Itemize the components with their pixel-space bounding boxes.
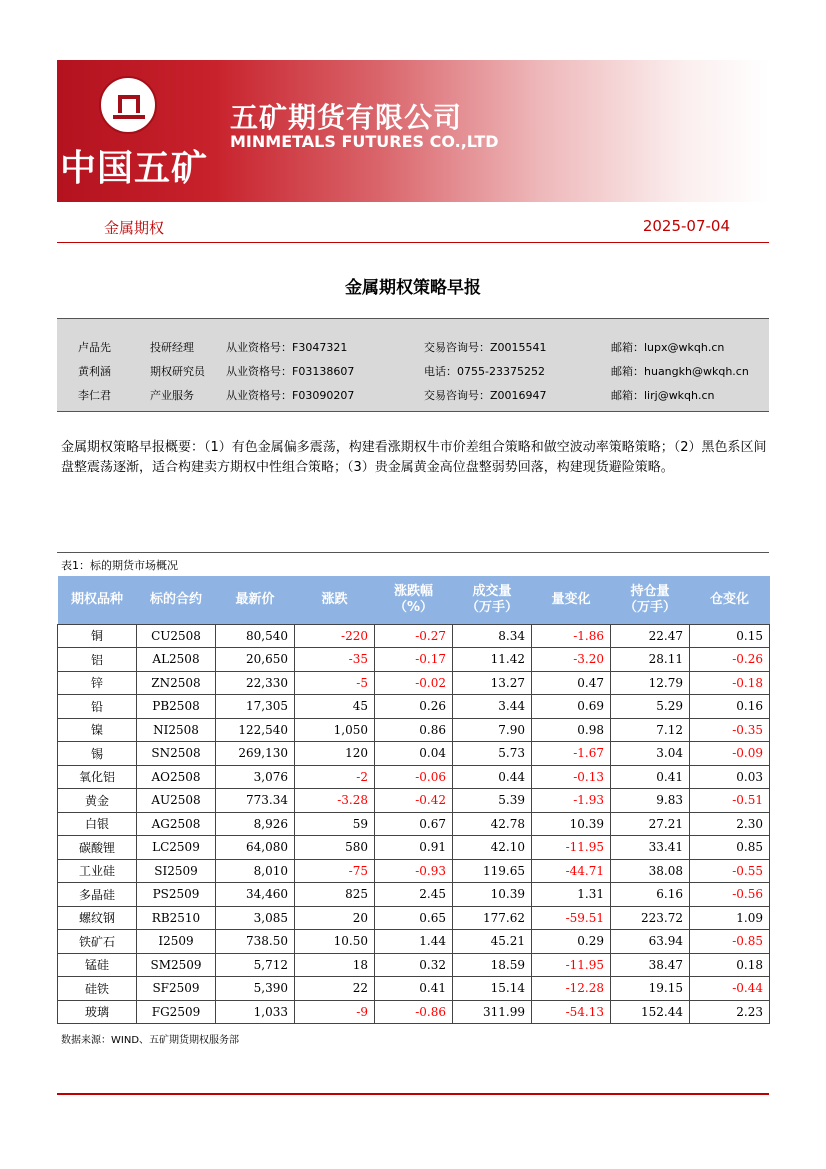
analyst-box: [57, 318, 769, 412]
table-cell: SM2509: [137, 953, 216, 977]
table-top-divider: [57, 552, 769, 553]
table-cell: 8,010: [216, 859, 295, 883]
table-cell: AG2508: [137, 812, 216, 836]
table-cell: 18: [295, 953, 375, 977]
table-cell: 0.15: [690, 624, 770, 648]
table-cell: 80,540: [216, 624, 295, 648]
table-cell: 0.16: [690, 695, 770, 719]
table-cell: 锌: [58, 671, 137, 695]
table-cell: NI2508: [137, 718, 216, 742]
table-cell: 铜: [58, 624, 137, 648]
table-cell: 33.41: [611, 836, 690, 860]
table-cell: 10.39: [532, 812, 611, 836]
table-cell: 0.69: [532, 695, 611, 719]
table-cell: 64,080: [216, 836, 295, 860]
table-row: [58, 953, 770, 977]
column-header: 成交量 （万手）: [453, 576, 532, 624]
table-cell: 580: [295, 836, 375, 860]
column-header: 涨跌: [295, 576, 375, 624]
table-cell: 122,540: [216, 718, 295, 742]
column-header: 仓变化: [690, 576, 770, 624]
table-cell: 11.42: [453, 648, 532, 672]
table-cell: 18.59: [453, 953, 532, 977]
table-cell: -1.86: [532, 624, 611, 648]
table-cell: 0.29: [532, 930, 611, 954]
footer-divider: [57, 1093, 769, 1095]
table-cell: -0.86: [375, 1000, 453, 1024]
table-cell: -0.42: [375, 789, 453, 813]
table-cell: AU2508: [137, 789, 216, 813]
table-cell: 20: [295, 906, 375, 930]
table-row: [58, 1000, 770, 1024]
table-row: [58, 624, 770, 648]
table-cell: -0.26: [690, 648, 770, 672]
table-cell: 12.79: [611, 671, 690, 695]
table-cell: 8,926: [216, 812, 295, 836]
table-cell: -5: [295, 671, 375, 695]
table-cell: RB2510: [137, 906, 216, 930]
table-cell: 42.78: [453, 812, 532, 836]
table-cell: PS2509: [137, 883, 216, 907]
table-cell: 9.83: [611, 789, 690, 813]
analyst-name: 黄利涵: [78, 365, 111, 378]
table-cell: 45.21: [453, 930, 532, 954]
table-cell: 0.03: [690, 765, 770, 789]
table-cell: 碳酸锂: [58, 836, 137, 860]
table-cell: 铝: [58, 648, 137, 672]
table-cell: 45: [295, 695, 375, 719]
table-cell: -11.95: [532, 836, 611, 860]
logo-mark-icon: [118, 95, 140, 113]
table-cell: AO2508: [137, 765, 216, 789]
table-cell: 铅: [58, 695, 137, 719]
table-row: [58, 695, 770, 719]
table-cell: -75: [295, 859, 375, 883]
table-cell: -0.85: [690, 930, 770, 954]
table-cell: 0.26: [375, 695, 453, 719]
table-cell: 311.99: [453, 1000, 532, 1024]
table-cell: 0.86: [375, 718, 453, 742]
table-cell: 1.44: [375, 930, 453, 954]
analyst-license: 从业资格号：F03138607: [226, 365, 355, 378]
table-cell: 0.18: [690, 953, 770, 977]
table-cell: 825: [295, 883, 375, 907]
table-cell: -0.27: [375, 624, 453, 648]
table-row: [58, 812, 770, 836]
report-category: 金属期权: [104, 219, 165, 237]
table-cell: -0.17: [375, 648, 453, 672]
summary-text: 金属期权策略早报概要：（1）有色金属偏多震荡，构建看涨期权牛市价差组合策略和做空波动率策略策略；（2）黑色系区间盘整震荡逐渐，适合构建卖方期权中性组合策略；（3）贵金属黄金高位盘整弱势回落，构建现货避险策略。: [61, 440, 767, 475]
table-cell: 19.15: [611, 977, 690, 1001]
category-divider: [57, 242, 769, 243]
table-cell: 7.90: [453, 718, 532, 742]
table-cell: 120: [295, 742, 375, 766]
table-cell: 7.12: [611, 718, 690, 742]
analyst-contact: 电话：0755-23375252: [424, 365, 545, 378]
table-cell: -0.56: [690, 883, 770, 907]
column-header: 持仓量 （万手）: [611, 576, 690, 624]
table-cell: 22.47: [611, 624, 690, 648]
table-cell: 锡: [58, 742, 137, 766]
table-cell: 223.72: [611, 906, 690, 930]
table-cell: 28.11: [611, 648, 690, 672]
table-cell: 5,712: [216, 953, 295, 977]
table-cell: 10.50: [295, 930, 375, 954]
table-cell: 黄金: [58, 789, 137, 813]
table-cell: 17,305: [216, 695, 295, 719]
analyst-email[interactable]: 邮箱：lirj@wkqh.cn: [611, 389, 715, 402]
table-cell: 硅铁: [58, 977, 137, 1001]
market-table: [57, 576, 770, 1024]
table-cell: 42.10: [453, 836, 532, 860]
table-cell: 0.85: [690, 836, 770, 860]
table-cell: SF2509: [137, 977, 216, 1001]
table-cell: 1.31: [532, 883, 611, 907]
table-cell: 0.41: [611, 765, 690, 789]
table-cell: CU2508: [137, 624, 216, 648]
table-cell: -0.93: [375, 859, 453, 883]
table-row: [58, 930, 770, 954]
table-cell: 10.39: [453, 883, 532, 907]
table-cell: 3,076: [216, 765, 295, 789]
analyst-license: 从业资格号：F3047321: [226, 341, 348, 354]
table-cell: -0.35: [690, 718, 770, 742]
table-cell: 3,085: [216, 906, 295, 930]
table-cell: 工业硅: [58, 859, 137, 883]
table-cell: -9: [295, 1000, 375, 1024]
table-cell: 38.08: [611, 859, 690, 883]
analyst-role: 产业服务: [150, 389, 194, 402]
column-header: 涨跌幅 （%）: [375, 576, 453, 624]
table-cell: -0.55: [690, 859, 770, 883]
table-cell: 8.34: [453, 624, 532, 648]
table-cell: 177.62: [453, 906, 532, 930]
table-cell: -0.44: [690, 977, 770, 1001]
column-header: 最新价: [216, 576, 295, 624]
table-cell: 22: [295, 977, 375, 1001]
table-cell: -2: [295, 765, 375, 789]
table-cell: -0.18: [690, 671, 770, 695]
table-cell: SN2508: [137, 742, 216, 766]
table-cell: 白银: [58, 812, 137, 836]
table-cell: -12.28: [532, 977, 611, 1001]
table-cell: 5.39: [453, 789, 532, 813]
table-cell: 13.27: [453, 671, 532, 695]
table-cell: -44.71: [532, 859, 611, 883]
table-cell: 15.14: [453, 977, 532, 1001]
brand-chinese: 中国五矿: [60, 148, 209, 189]
table-caption: 表1：标的期货市场概况: [61, 559, 178, 572]
table-cell: 0.44: [453, 765, 532, 789]
table-cell: -54.13: [532, 1000, 611, 1024]
table-cell: 773.34: [216, 789, 295, 813]
table-cell: PB2508: [137, 695, 216, 719]
company-name-en: MINMETALS FUTURES CO.,LTD: [230, 132, 499, 151]
table-cell: ZN2508: [137, 671, 216, 695]
table-cell: 2.30: [690, 812, 770, 836]
table-cell: 5.73: [453, 742, 532, 766]
table-cell: 0.04: [375, 742, 453, 766]
table-row: [58, 789, 770, 813]
table-row: [58, 977, 770, 1001]
table-cell: 0.47: [532, 671, 611, 695]
table-cell: 38.47: [611, 953, 690, 977]
table-cell: 3.44: [453, 695, 532, 719]
table-cell: 3.04: [611, 742, 690, 766]
analyst-email[interactable]: 邮箱：huangkh@wkqh.cn: [611, 365, 749, 378]
analyst-contact: 交易咨询号：Z0016947: [424, 389, 547, 402]
table-row: [58, 742, 770, 766]
table-cell: 0.65: [375, 906, 453, 930]
table-cell: 0.98: [532, 718, 611, 742]
analyst-role: 投研经理: [150, 341, 194, 354]
logo-bar-icon: [113, 115, 145, 119]
table-cell: 2.45: [375, 883, 453, 907]
table-cell: -220: [295, 624, 375, 648]
table-cell: 2.23: [690, 1000, 770, 1024]
table-row: [58, 906, 770, 930]
table-cell: 多晶硅: [58, 883, 137, 907]
analyst-contact: 交易咨询号：Z0015541: [424, 341, 547, 354]
analyst-email[interactable]: 邮箱：lupx@wkqh.cn: [611, 341, 725, 354]
table-cell: 5,390: [216, 977, 295, 1001]
column-header: 标的合约: [137, 576, 216, 624]
table-cell: -1.93: [532, 789, 611, 813]
table-cell: 119.65: [453, 859, 532, 883]
table-cell: -0.13: [532, 765, 611, 789]
table-cell: -0.06: [375, 765, 453, 789]
report-date: 2025-07-04: [642, 217, 730, 235]
table-cell: 738.50: [216, 930, 295, 954]
table-cell: 0.67: [375, 812, 453, 836]
table-row: [58, 765, 770, 789]
table-cell: 34,460: [216, 883, 295, 907]
analyst-name: 李仁君: [78, 389, 111, 402]
table-row: [58, 718, 770, 742]
table-cell: -35: [295, 648, 375, 672]
table-cell: 152.44: [611, 1000, 690, 1024]
analyst-license: 从业资格号：F03090207: [226, 389, 355, 402]
table-cell: 1.09: [690, 906, 770, 930]
table-row: [58, 648, 770, 672]
table-cell: -0.02: [375, 671, 453, 695]
analyst-role: 期权研究员: [150, 365, 205, 378]
table-cell: 6.16: [611, 883, 690, 907]
table-cell: 269,130: [216, 742, 295, 766]
table-cell: 铁矿石: [58, 930, 137, 954]
table-cell: SI2509: [137, 859, 216, 883]
data-source: 数据来源：WIND、五矿期货期权服务部: [61, 1035, 240, 1046]
table-cell: -59.51: [532, 906, 611, 930]
table-cell: LC2509: [137, 836, 216, 860]
minmetals-logo: [99, 76, 157, 134]
table-row: [58, 883, 770, 907]
table-cell: -3.28: [295, 789, 375, 813]
table-cell: 22,330: [216, 671, 295, 695]
table-cell: 锰硅: [58, 953, 137, 977]
table-cell: -0.09: [690, 742, 770, 766]
table-cell: 5.29: [611, 695, 690, 719]
table-cell: 玻璃: [58, 1000, 137, 1024]
table-cell: 螺纹钢: [58, 906, 137, 930]
table-cell: 63.94: [611, 930, 690, 954]
table-cell: 59: [295, 812, 375, 836]
table-cell: AL2508: [137, 648, 216, 672]
table-cell: 0.32: [375, 953, 453, 977]
table-cell: 1,033: [216, 1000, 295, 1024]
column-header: 量变化: [532, 576, 611, 624]
table-cell: 20,650: [216, 648, 295, 672]
table-header-row: [58, 576, 770, 624]
table-cell: 0.41: [375, 977, 453, 1001]
column-header: 期权品种: [58, 576, 137, 624]
table-cell: 1,050: [295, 718, 375, 742]
table-cell: -0.51: [690, 789, 770, 813]
header-banner: [57, 60, 769, 202]
table-cell: 镍: [58, 718, 137, 742]
table-cell: -3.20: [532, 648, 611, 672]
analyst-name: 卢品先: [78, 341, 111, 354]
table-row: [58, 859, 770, 883]
table-row: [58, 671, 770, 695]
table-cell: 氧化铝: [58, 765, 137, 789]
table-cell: 27.21: [611, 812, 690, 836]
table-cell: 0.91: [375, 836, 453, 860]
company-name-cn: 五矿期货有限公司: [230, 101, 463, 134]
table-row: [58, 836, 770, 860]
table-cell: FG2509: [137, 1000, 216, 1024]
table-cell: -11.95: [532, 953, 611, 977]
table-cell: -1.67: [532, 742, 611, 766]
page-title: 金属期权策略早报: [345, 278, 481, 298]
table-cell: I2509: [137, 930, 216, 954]
